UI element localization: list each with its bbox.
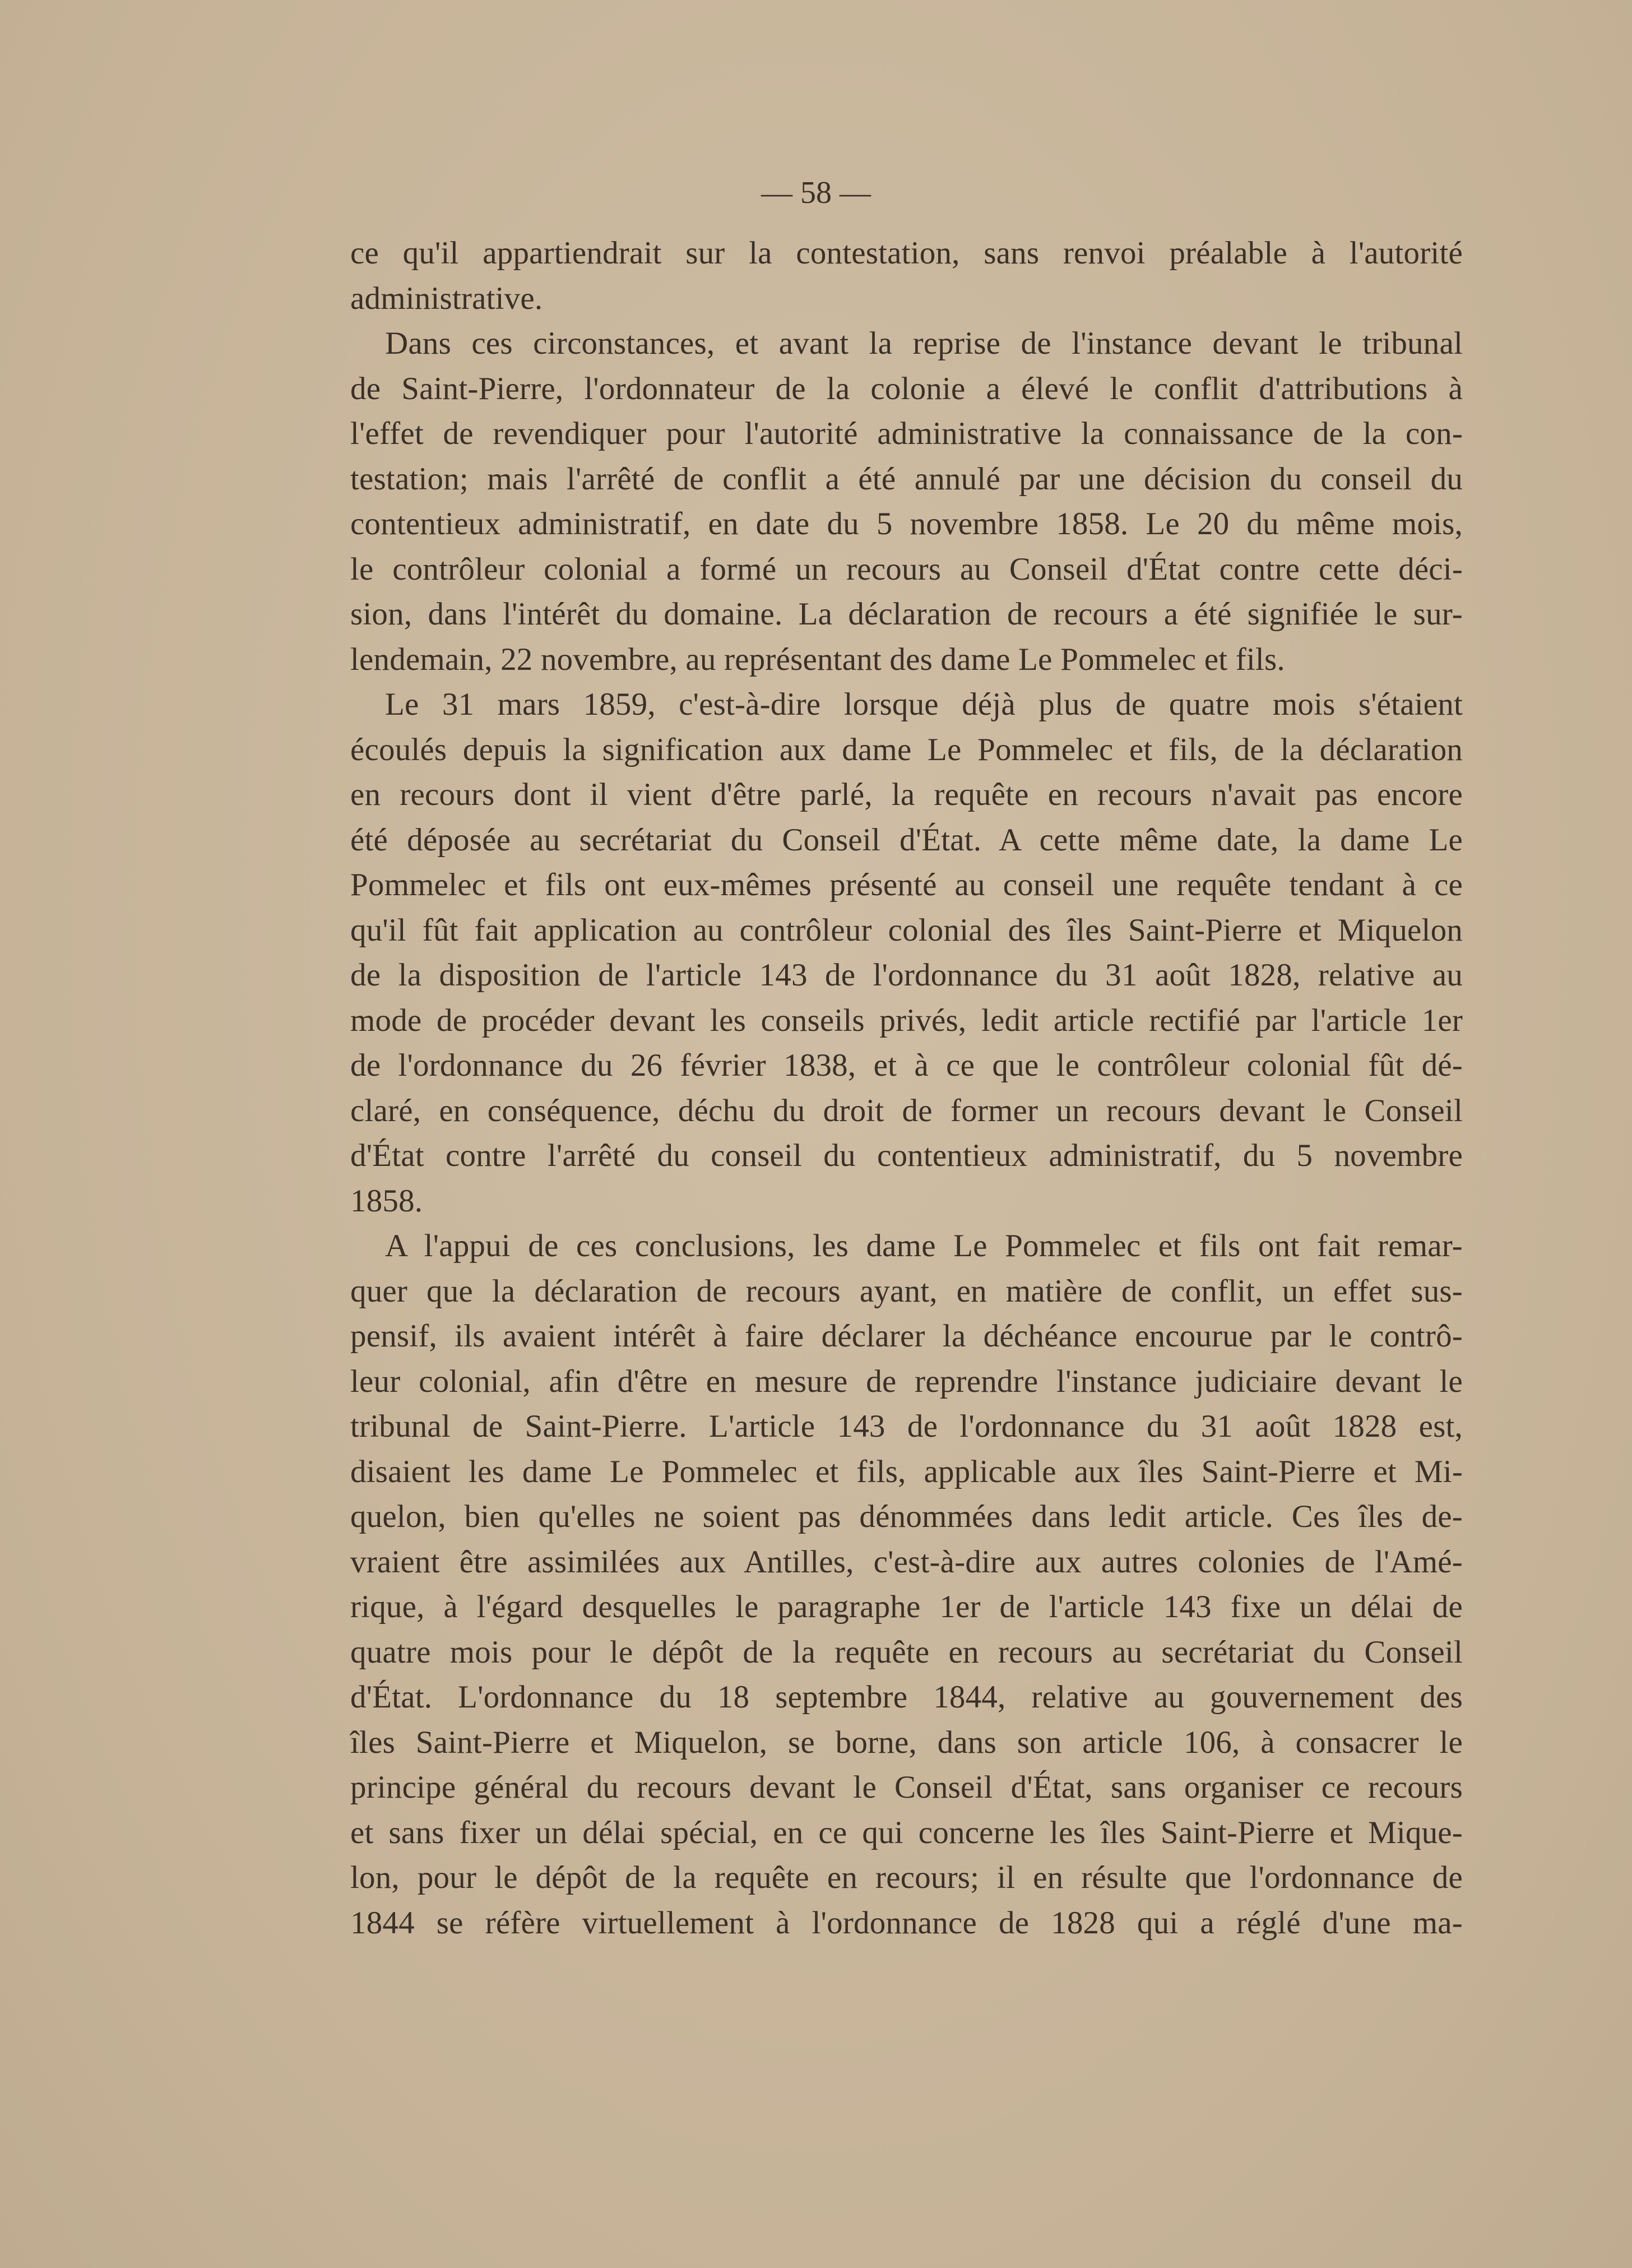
text-line: en recours dont il vient d'être parlé, la requête en recours n'avait pas encore <box>350 777 1463 812</box>
text-line: 1844 se réfère virtuellement à l'ordonnance de 1828 qui a réglé d'une ma- <box>350 1905 1463 1941</box>
text-line: leur colonial, afin d'être en mesure de reprendre l'instance judiciaire devant le <box>350 1363 1463 1399</box>
text-line: contentieux administratif, en date du 5 novembre 1858. Le 20 du même mois, <box>350 506 1463 541</box>
text-line: testation; mais l'arrêté de conflit a été annulé par une décision du conseil du <box>350 461 1463 497</box>
text-line: vraient être assimilées aux Antilles, c'est-à-dire aux autres colonies de l'Amé- <box>350 1544 1463 1580</box>
text-line: de Saint-Pierre, l'ordonnateur de la colonie a élevé le conflit d'attributions à <box>350 371 1463 406</box>
text-line: mode de procéder devant les conseils privés, ledit article rectifié par l'article 1er <box>350 1002 1463 1038</box>
text-line: d'État contre l'arrêté du conseil du contentieux administratif, du 5 novembre <box>350 1138 1463 1173</box>
text-line: de la disposition de l'article 143 de l'ordonnance du 31 août 1828, relative au <box>350 957 1463 993</box>
text-line: tribunal de Saint-Pierre. L'article 143 de l'ordonnance du 31 août 1828 est, <box>350 1409 1463 1444</box>
text-line: et sans fixer un délai spécial, en ce qui concerne les îles Saint-Pierre et Mique- <box>350 1815 1463 1850</box>
text-line: A l'appui de ces conclusions, les dame Le Pommelec et fils ont fait remar- <box>385 1228 1463 1263</box>
text-line: lon, pour le dépôt de la requête en recours; il en résulte que l'ordonnance de <box>350 1860 1463 1895</box>
text-line: Le 31 mars 1859, c'est-à-dire lorsque déjà plus de quatre mois s'étaient <box>385 687 1463 722</box>
text-line: écoulés depuis la signification aux dame Le Pommelec et fils, de la déclaration <box>350 732 1463 767</box>
text-line: administrative. <box>350 280 543 316</box>
text-line: principe général du recours devant le Conseil d'État, sans organiser ce recours <box>350 1770 1463 1805</box>
text-line: lendemain, 22 novembre, au représentant des dame Le Pommelec et fils. <box>350 641 1285 677</box>
text-line: claré, en conséquence, déchu du droit de former un recours devant le Conseil <box>350 1093 1463 1128</box>
text-line: sion, dans l'intérêt du domaine. La déclaration de recours a été signifiée le sur- <box>350 596 1463 632</box>
text-line: îles Saint-Pierre et Miquelon, se borne, dans son article 106, à consacrer le <box>350 1724 1463 1760</box>
body-text <box>350 231 1463 1946</box>
text-line: Dans ces circonstances, et avant la reprise de l'instance devant le tribunal <box>385 326 1463 361</box>
page-number: — 58 — <box>761 175 871 210</box>
text-line: 1858. <box>350 1183 423 1219</box>
text-line: pensif, ils avaient intérêt à faire déclarer la déchéance encourue par le contrô- <box>350 1318 1463 1354</box>
text-line: de l'ordonnance du 26 février 1838, et à ce que le contrôleur colonial fût dé- <box>350 1048 1463 1083</box>
text-line: le contrôleur colonial a formé un recours au Conseil d'État contre cette déci- <box>350 551 1463 587</box>
text-line: rique, à l'égard desquelles le paragraphe 1er de l'article 143 fixe un délai de <box>350 1589 1463 1624</box>
text-line: d'État. L'ordonnance du 18 septembre 1844, relative au gouvernement des <box>350 1679 1463 1715</box>
text-line: disaient les dame Le Pommelec et fils, applicable aux îles Saint-Pierre et Mi- <box>350 1454 1463 1489</box>
text-line: quatre mois pour le dépôt de la requête en recours au secrétariat du Conseil <box>350 1634 1463 1670</box>
text-line: Pommelec et fils ont eux-mêmes présenté au conseil une requête tendant à ce <box>350 867 1463 902</box>
text-line: été déposée au secrétariat du Conseil d'État. A cette même date, la dame Le <box>350 822 1463 858</box>
text-line: ce qu'il appartiendrait sur la contestation, sans renvoi préalable à l'autorité <box>350 235 1463 271</box>
text-line: quelon, bien qu'elles ne soient pas dénommées dans ledit article. Ces îles de- <box>350 1499 1463 1534</box>
text-line: quer que la déclaration de recours ayant, en matière de conflit, un effet sus- <box>350 1273 1463 1309</box>
text-line: l'effet de revendiquer pour l'autorité administrative la connaissance de la con- <box>350 416 1463 451</box>
text-line: qu'il fût fait application au contrôleur colonial des îles Saint-Pierre et Miquelon <box>350 912 1463 948</box>
